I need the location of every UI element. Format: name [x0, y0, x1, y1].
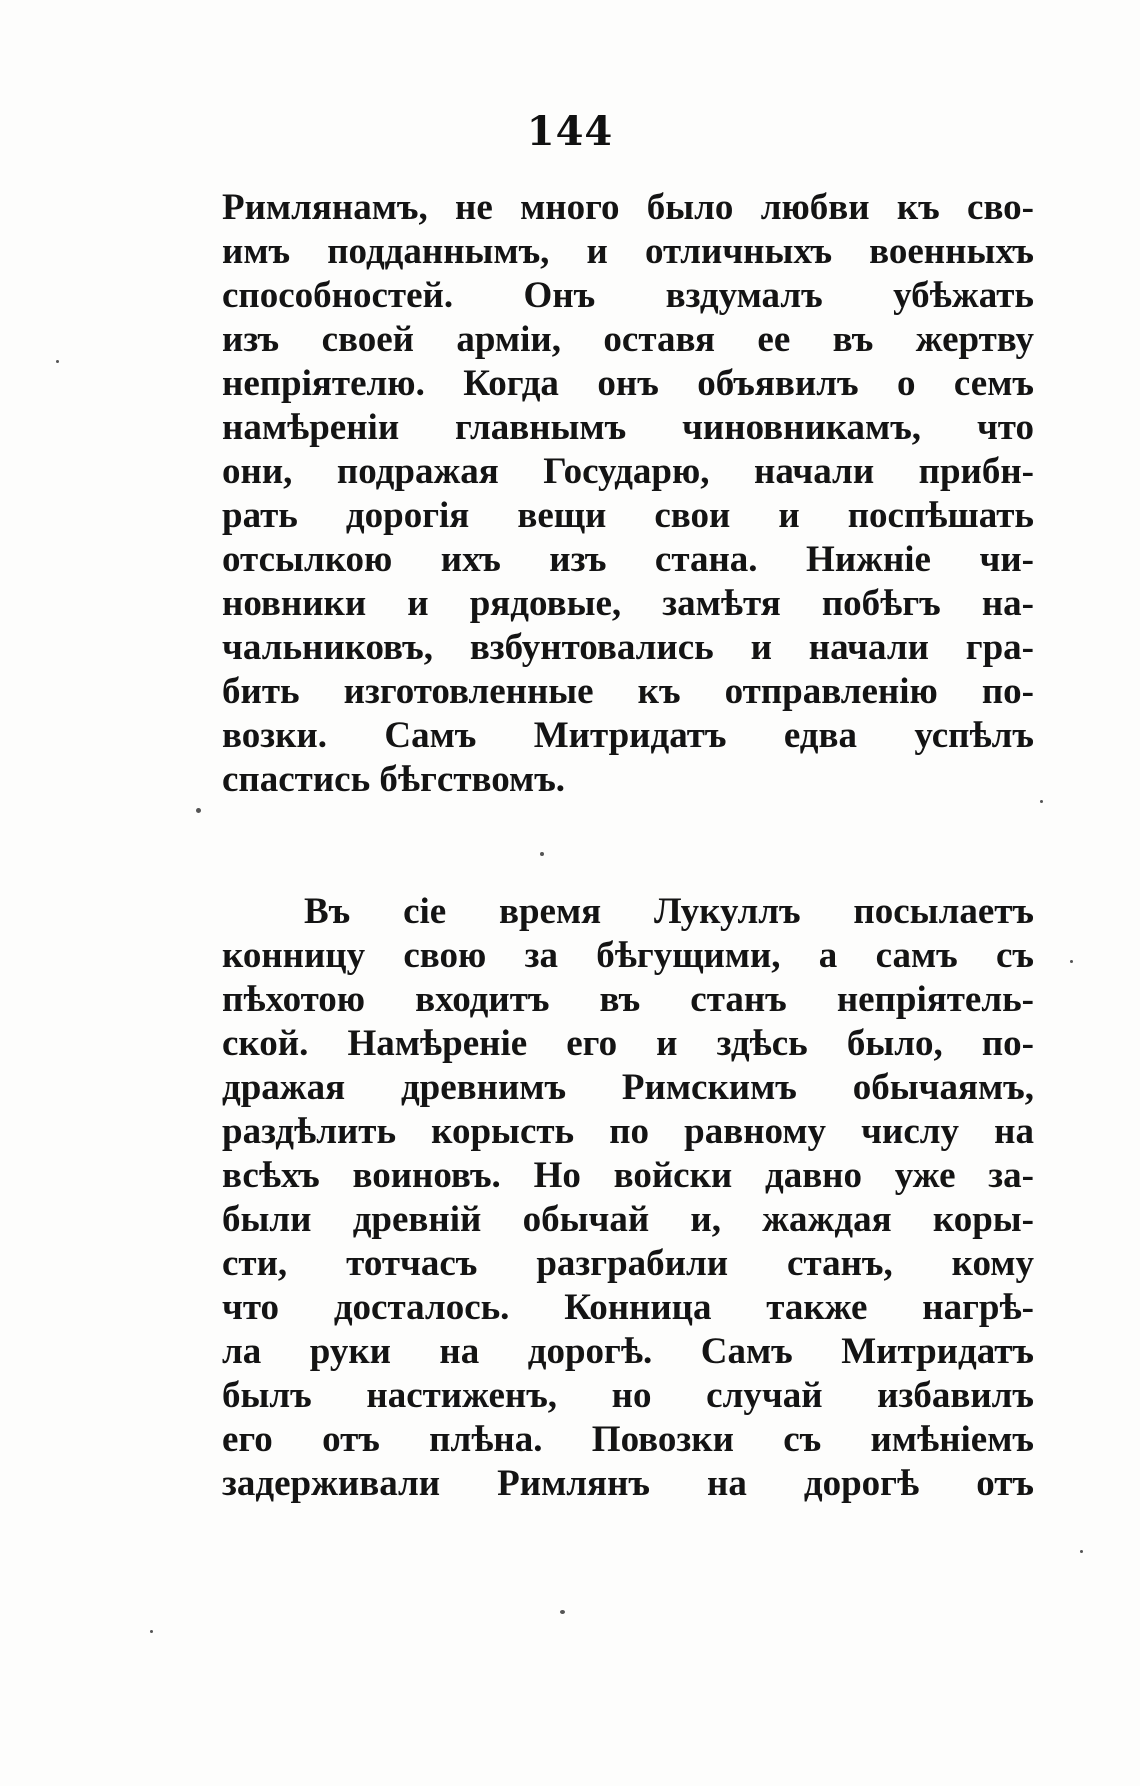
- text-line: конницу свою за бѣгущими, а самъ съ: [222, 935, 1034, 976]
- text-line: былъ настиженъ, но случай избавилъ: [222, 1375, 1034, 1416]
- text-line: рать дорогія вещи свои и поспѣшать: [222, 495, 1034, 536]
- paper-speck: [196, 808, 201, 813]
- text-line: раздѣлить корысть по равному числу на: [222, 1111, 1034, 1152]
- text-line: были древній обычай и, жаждая коры-: [222, 1199, 1034, 1240]
- text-line: сти, тотчасъ разграбили станъ, кому: [222, 1243, 1034, 1284]
- text-line: ла руки на дорогѣ. Самъ Митридатъ: [222, 1331, 1034, 1372]
- paragraph-2: [222, 890, 1034, 1506]
- text-line: дражая древнимъ Римскимъ обычаямъ,: [222, 1067, 1034, 1108]
- paper-speck: [560, 1610, 565, 1614]
- paper-speck: [1080, 1550, 1083, 1553]
- text-line: его отъ плѣна. Повозки съ имѣніемъ: [222, 1419, 1034, 1460]
- text-line: задерживали Римлянъ на дорогѣ отъ: [222, 1463, 1034, 1504]
- text-line: изъ своей арміи, оставя ее въ жертву: [222, 319, 1034, 360]
- text-line: возки. Самъ Митридатъ едва успѣлъ: [222, 715, 1034, 756]
- text-line: пѣхотою входитъ въ станъ непріятель-: [222, 979, 1034, 1020]
- text-line: чальниковъ, взбунтовались и начали гра-: [222, 627, 1034, 668]
- text-line: имъ подданнымъ, и отличныхъ военныхъ: [222, 231, 1034, 272]
- text-line: спастись бѣгствомъ.: [222, 759, 566, 800]
- page-number: 144: [526, 108, 614, 155]
- text-line: способностей. Онъ вздумалъ убѣжать: [222, 275, 1034, 316]
- paper-speck: [56, 360, 59, 363]
- text-line: ской. Намѣреніе его и здѣсь было, по-: [222, 1023, 1034, 1064]
- text-line: бить изготовленные къ отправленію по-: [222, 671, 1034, 712]
- paper-speck: [1070, 960, 1073, 963]
- paragraph-1: [222, 186, 1034, 802]
- text-line: намѣреніи главнымъ чиновникамъ, что: [222, 407, 1034, 448]
- paper-speck: [1040, 800, 1043, 803]
- text-line: что досталось. Конница также нагрѣ-: [222, 1287, 1034, 1328]
- text-line: Римлянамъ, не много было любви къ сво-: [222, 187, 1034, 228]
- text-line: всѣхъ воиновъ. Но войски давно уже за-: [222, 1155, 1034, 1196]
- text-line: они, подражая Государю, начали прибн-: [222, 451, 1034, 492]
- paper-speck: [540, 852, 544, 856]
- text-line: непріятелю. Когда онъ объявилъ о семъ: [222, 363, 1034, 404]
- text-line: Въ сіе время Лукуллъ посылаетъ: [304, 891, 1034, 932]
- text-line: новники и рядовые, замѣтя побѣгъ на-: [222, 583, 1034, 624]
- paper-speck: [150, 1630, 153, 1633]
- text-line: отсылкою ихъ изъ стана. Нижніе чи-: [222, 539, 1034, 580]
